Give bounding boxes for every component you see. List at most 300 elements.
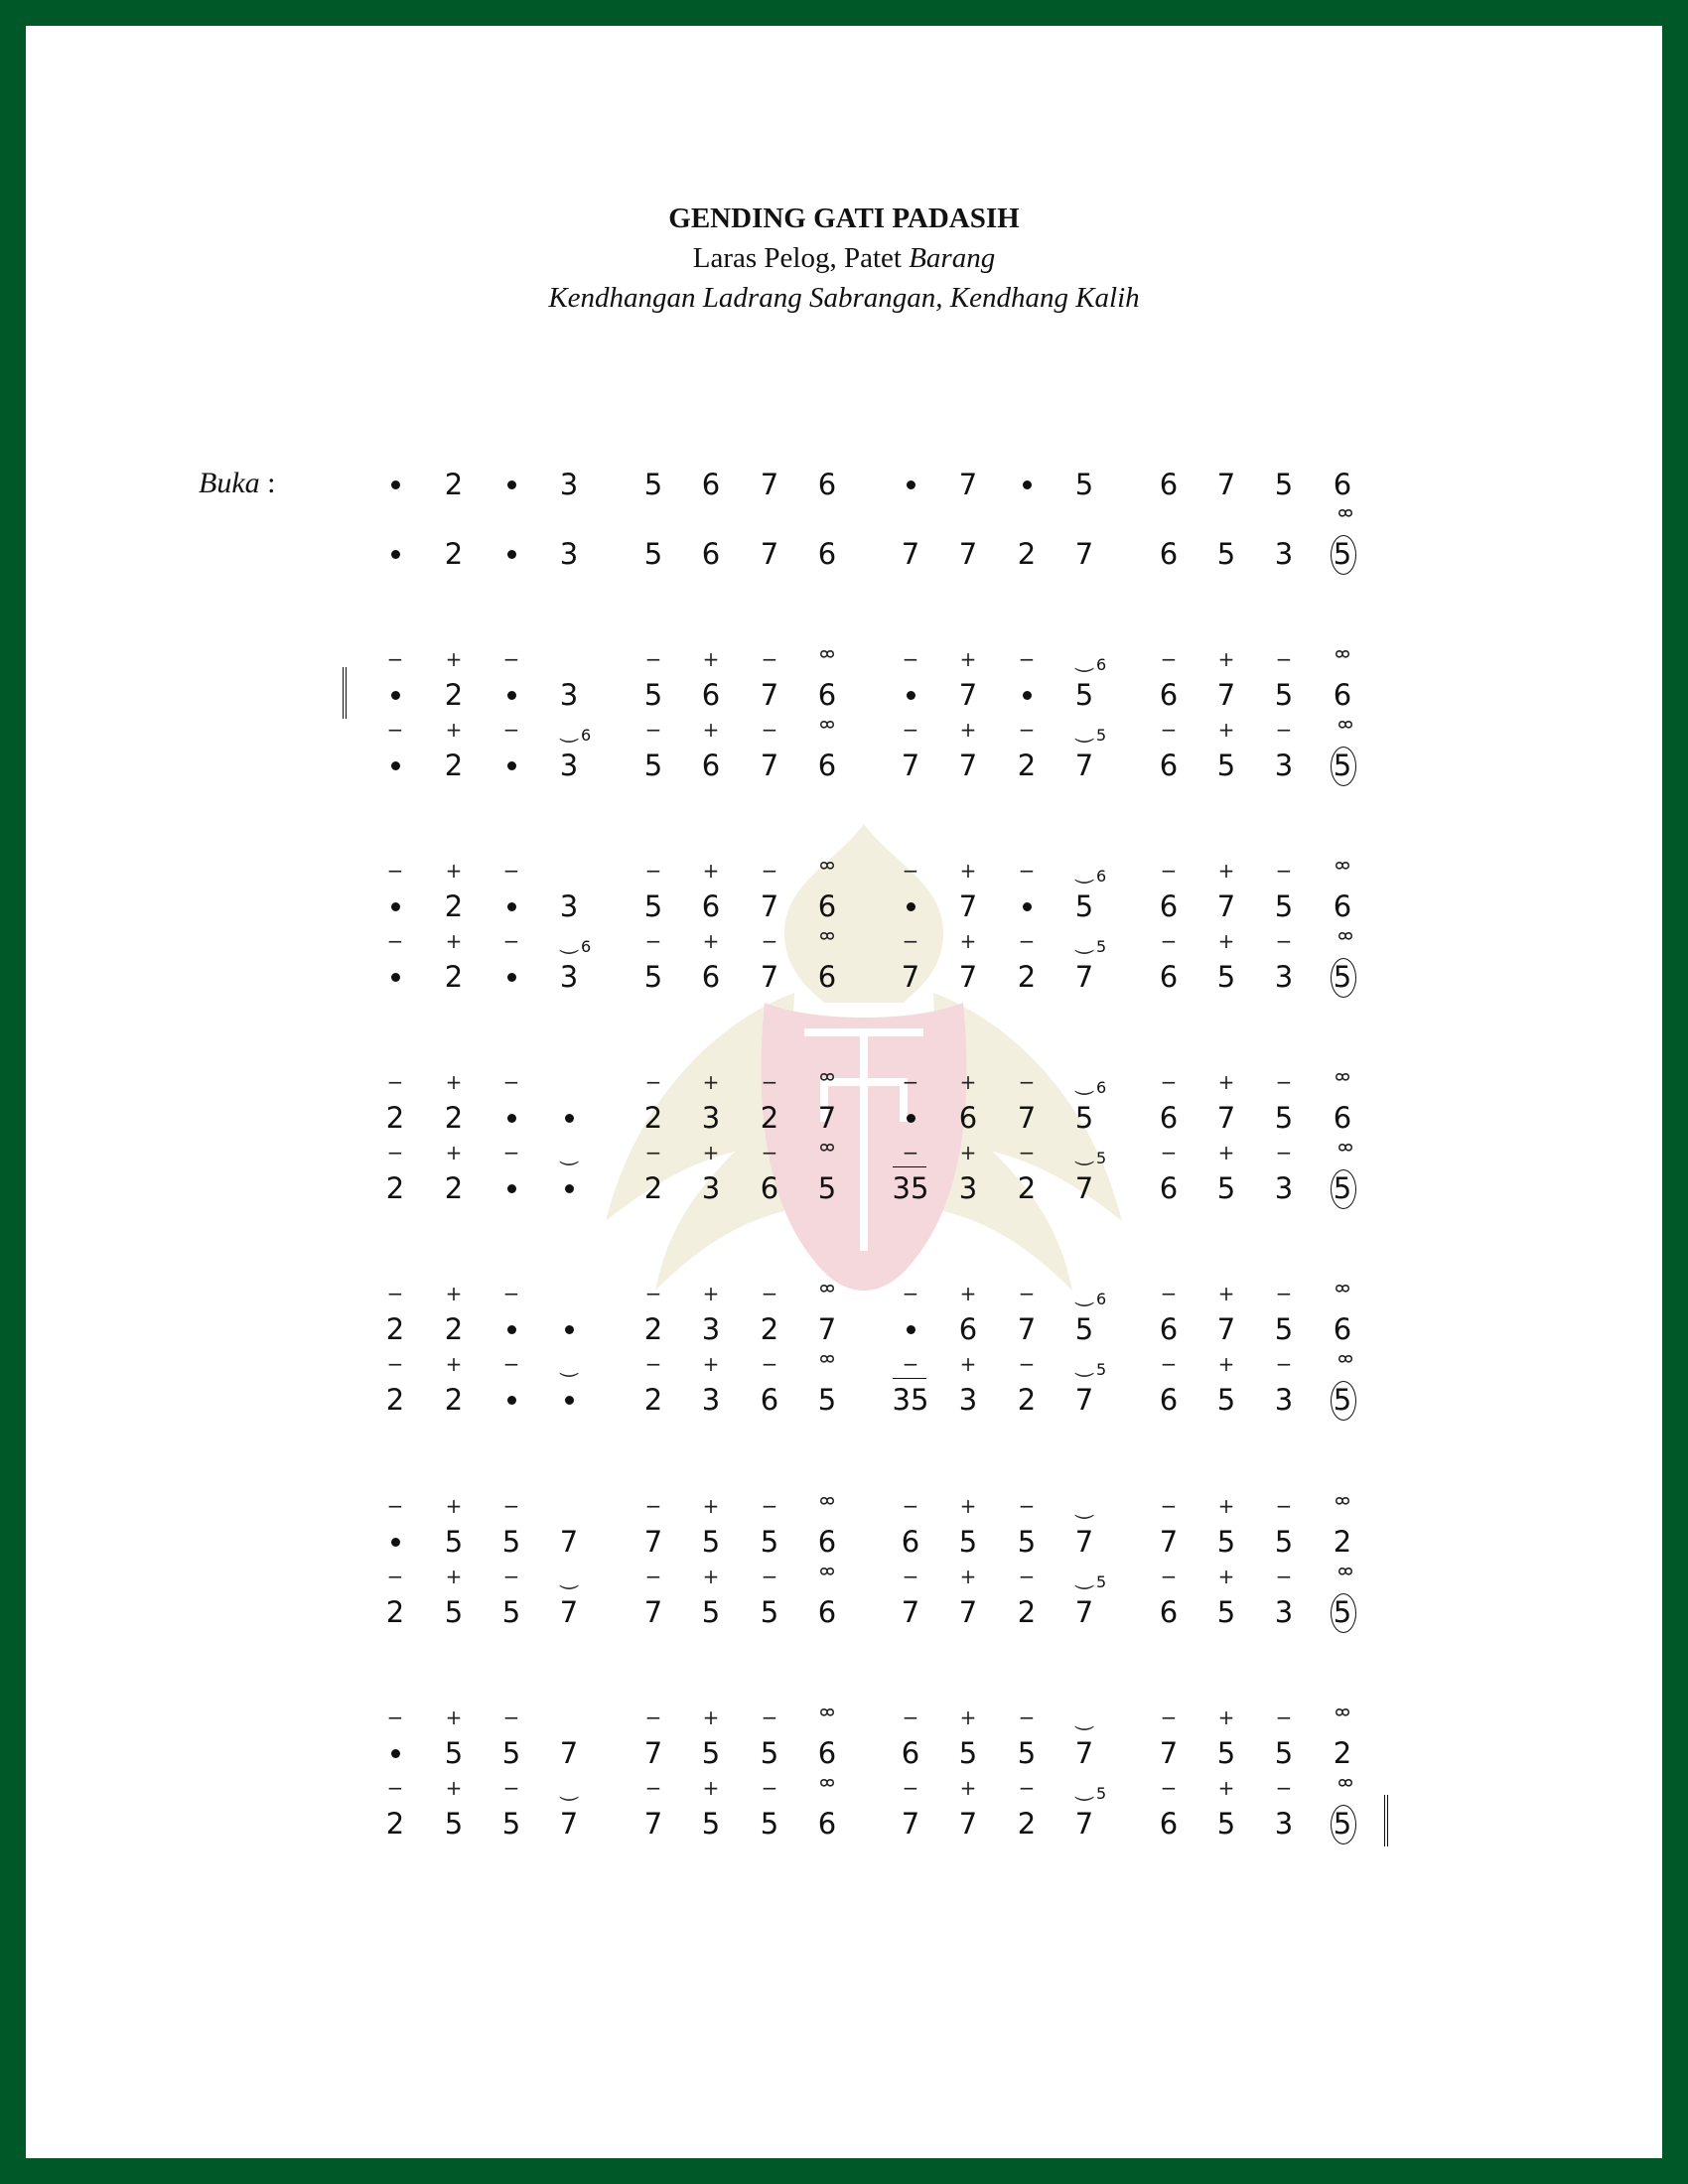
note-digit: 6	[1159, 1595, 1179, 1629]
note-digit: 2	[444, 1171, 464, 1205]
kethuk-mark: +	[1217, 718, 1235, 742]
kempyang-mark: −	[1160, 1565, 1178, 1588]
rest-dot	[391, 761, 400, 770]
note-digit: 2	[1017, 537, 1037, 571]
kethuk-mark: +	[959, 1776, 977, 1800]
note-digit: 3	[559, 749, 579, 782]
note-digit: 7	[958, 960, 978, 994]
note-digit: 2	[444, 537, 464, 571]
rest-dot	[565, 1325, 574, 1334]
kethuk-mark: +	[959, 1352, 977, 1376]
note-digit: 7	[901, 537, 920, 571]
kempyang-mark: −	[1160, 1282, 1178, 1305]
gong-mark: ᢁ	[819, 1137, 835, 1160]
kempyang-mark: −	[386, 1141, 404, 1164]
kenong-sub: 6	[1096, 1078, 1107, 1097]
gong-mark: ᢁ	[1337, 925, 1353, 949]
kempyang-mark: −	[1160, 647, 1178, 671]
note-digit: 3	[1274, 749, 1294, 782]
kempyang-mark: −	[1160, 929, 1178, 953]
note-digit: 5	[1074, 1312, 1094, 1346]
kempyang-mark: −	[1160, 859, 1178, 883]
piece-title: GENDING GATI PADASIH	[668, 203, 1020, 234]
kempyang-mark: −	[1160, 1776, 1178, 1800]
note-digit: 6	[817, 1807, 837, 1841]
gong-mark: ᢁ	[819, 643, 835, 667]
note-digit: 5	[444, 1525, 464, 1559]
gong-mark: ᢁ	[819, 1348, 835, 1372]
note-digit: 7	[958, 678, 978, 712]
note-digit: 6	[701, 537, 721, 571]
note-digit: 2	[385, 1101, 405, 1135]
note-digit: 7	[958, 468, 978, 501]
note-digit: 7	[958, 1807, 978, 1841]
rest-dot	[907, 1114, 915, 1123]
note-digit: 5	[643, 468, 663, 501]
note-digit: 3	[958, 1171, 978, 1205]
note-digit: 2	[385, 1383, 405, 1417]
kempyang-mark: −	[761, 859, 778, 883]
note-digit: 5	[1333, 749, 1352, 782]
note-digit: 2	[444, 1312, 464, 1346]
kempyang-mark: −	[502, 1141, 520, 1164]
note-digit: 5	[958, 1525, 978, 1559]
kempyang-mark: −	[902, 1070, 919, 1094]
note-digit: 5	[1216, 1525, 1236, 1559]
note-digit: 5	[1333, 1383, 1352, 1417]
kempyang-mark: −	[386, 1565, 404, 1588]
note-digit: 3	[1274, 537, 1294, 571]
note-digit: 5	[643, 678, 663, 712]
gong-circle	[1331, 958, 1356, 998]
note-digit: 5	[1216, 960, 1236, 994]
kempyang-mark: −	[1275, 1070, 1293, 1094]
kethuk-mark: +	[445, 1494, 463, 1518]
note-digit: 7	[643, 1595, 663, 1629]
gong-mark: ᢁ	[819, 1561, 835, 1584]
kempyang-mark: −	[644, 1494, 662, 1518]
kempyang-mark: −	[761, 1776, 778, 1800]
kempyang-mark: −	[1275, 647, 1293, 671]
note-digit: 5	[1333, 1171, 1352, 1205]
kempyang-mark: −	[1275, 1494, 1293, 1518]
kempyang-mark: −	[502, 1494, 520, 1518]
note-digit: 5	[817, 1171, 837, 1205]
kempyang-mark: −	[386, 1494, 404, 1518]
gong-mark: ᢁ	[819, 1066, 835, 1090]
note-digit: 5	[1017, 1736, 1037, 1770]
note-digit: 2	[444, 889, 464, 923]
kempyang-mark: −	[502, 929, 520, 953]
kempyang-mark: −	[1018, 1070, 1036, 1094]
note-digit: 2	[1333, 1736, 1352, 1770]
note-digit: 2	[643, 1101, 663, 1135]
note-digit: 5	[1274, 1736, 1294, 1770]
kempyang-mark: −	[1160, 718, 1178, 742]
kempyang-mark: −	[1275, 1565, 1293, 1588]
kethuk-mark: +	[702, 1494, 720, 1518]
kenong-sub: 5	[1096, 1360, 1107, 1379]
kenong-mark: ⏝	[1074, 718, 1094, 742]
note-digit: 2	[444, 1101, 464, 1135]
kethuk-mark: +	[702, 859, 720, 883]
kethuk-mark: +	[959, 1141, 977, 1164]
note-digit: 6	[958, 1101, 978, 1135]
note-digit: 7	[559, 1595, 579, 1629]
note-digit: 5	[701, 1736, 721, 1770]
kempyang-mark: −	[386, 1706, 404, 1729]
kethuk-mark: +	[702, 1776, 720, 1800]
note-digit: 6	[817, 749, 837, 782]
note-digit: 5	[958, 1736, 978, 1770]
kenong-sub: 6	[1096, 655, 1107, 674]
gong-mark: ᢁ	[1337, 714, 1353, 738]
rest-dot	[391, 1749, 400, 1758]
note-digit: 7	[901, 749, 920, 782]
note-digit: 5	[1274, 468, 1294, 501]
note-digit: 7	[559, 1736, 579, 1770]
kenong-mark: ⏝	[1074, 647, 1094, 671]
kethuk-mark: +	[445, 718, 463, 742]
kempyang-mark: −	[902, 1352, 919, 1376]
kethuk-mark: +	[959, 1565, 977, 1588]
kempyang-mark: −	[1018, 1776, 1036, 1800]
kethuk-mark: +	[1217, 1776, 1235, 1800]
note-digit: 7	[1216, 889, 1236, 923]
kenong-mark: ⏝	[1074, 1565, 1094, 1588]
kempyang-mark: −	[502, 1776, 520, 1800]
note-digit: 5	[1216, 537, 1236, 571]
note-digit: 5	[501, 1807, 521, 1841]
note-digit: 7	[760, 960, 779, 994]
kempyang-mark: −	[386, 1070, 404, 1094]
note-digit: 5	[501, 1736, 521, 1770]
note-digit: 3	[1274, 1383, 1294, 1417]
kempyang-mark: −	[902, 718, 919, 742]
note-digit: 7	[1216, 678, 1236, 712]
patet-name: Barang	[909, 242, 996, 274]
rest-dot	[507, 902, 516, 911]
kempyang-mark: −	[1275, 1352, 1293, 1376]
kethuk-mark: +	[959, 718, 977, 742]
kenong-mark: ⏝	[1074, 929, 1094, 953]
rest-dot	[1023, 691, 1032, 700]
note-digit: 6	[1159, 537, 1179, 571]
kethuk-mark: +	[445, 1776, 463, 1800]
kempyang-mark: −	[502, 718, 520, 742]
kethuk-mark: +	[959, 1494, 977, 1518]
gong-mark: ᢁ	[1335, 1066, 1350, 1090]
kempyang-mark: −	[1275, 1776, 1293, 1800]
note-digit: 2	[1333, 1525, 1352, 1559]
note-digit: 6	[958, 1312, 978, 1346]
kethuk-mark: +	[1217, 1706, 1235, 1729]
note-digit: 5	[1074, 678, 1094, 712]
kenong-mark: ⏝	[1074, 859, 1094, 883]
note-digit: 3	[958, 1383, 978, 1417]
gong-mark: ᢁ	[1335, 643, 1350, 667]
note-digit: 6	[901, 1525, 920, 1559]
note-digit: 7	[643, 1525, 663, 1559]
note-digit: 6	[1159, 468, 1179, 501]
kempyang-mark: −	[644, 718, 662, 742]
note-digit: 5	[1333, 537, 1352, 571]
note-digit: 6	[1159, 1101, 1179, 1135]
note-digit: 6	[1333, 1101, 1352, 1135]
note-digit: 5	[760, 1736, 779, 1770]
note-digit: 3	[559, 889, 579, 923]
kempyang-mark: −	[761, 1352, 778, 1376]
kethuk-mark: +	[959, 859, 977, 883]
note-digit: 3	[559, 678, 579, 712]
kempyang-mark: −	[644, 1070, 662, 1094]
repeat-close	[1378, 1795, 1388, 1846]
kethuk-mark: +	[702, 1141, 720, 1164]
kempyang-mark: −	[1018, 1282, 1036, 1305]
note-digit: 2	[1017, 1383, 1037, 1417]
rest-dot	[391, 480, 400, 489]
note-digit: 2	[1017, 1171, 1037, 1205]
note-digit: 6	[1159, 960, 1179, 994]
note-digit: 5	[1333, 960, 1352, 994]
note-digit: 5	[1074, 889, 1094, 923]
gong-mark: ᢁ	[1337, 1348, 1353, 1372]
kempyang-mark: −	[502, 1070, 520, 1094]
kempyang-mark: −	[761, 1141, 778, 1164]
note-digit: 2	[444, 749, 464, 782]
kempyang-mark: −	[1160, 1494, 1178, 1518]
kempyang-mark: −	[902, 1706, 919, 1729]
gong-mark: ᢁ	[1337, 502, 1353, 526]
rest-dot	[507, 973, 516, 982]
note-digit: 5	[643, 537, 663, 571]
kenong-sub: 6	[581, 937, 592, 956]
note-digit: 7	[1074, 1736, 1094, 1770]
note-digit: 6	[817, 537, 837, 571]
note-digit: 2	[444, 1383, 464, 1417]
note-digit: 7	[1216, 1312, 1236, 1346]
note-digit: 6	[1159, 1807, 1179, 1841]
note-digit: 6	[1159, 678, 1179, 712]
kempyang-mark: −	[761, 1565, 778, 1588]
kempyang-mark: −	[386, 718, 404, 742]
gong-mark: ᢁ	[1335, 855, 1350, 879]
rest-dot	[1023, 902, 1032, 911]
note-digit: 7	[901, 960, 920, 994]
gong-circle	[1331, 747, 1356, 786]
note-digit: 5	[643, 960, 663, 994]
rest-dot	[507, 761, 516, 770]
note-digit: 6	[1333, 468, 1352, 501]
kethuk-mark: +	[702, 1565, 720, 1588]
kempyang-mark: −	[386, 647, 404, 671]
kethuk-mark: +	[445, 647, 463, 671]
rest-dot	[507, 480, 516, 489]
note-digit: 7	[1159, 1525, 1179, 1559]
rest-dot	[907, 480, 915, 489]
kethuk-mark: +	[702, 718, 720, 742]
note-digit: 7	[817, 1101, 837, 1135]
kempyang-mark: −	[502, 1282, 520, 1305]
note-digit: 7	[958, 1595, 978, 1629]
note-digit: 3	[701, 1171, 721, 1205]
note-digit: 7	[1074, 960, 1094, 994]
note-digit: 7	[1074, 1383, 1094, 1417]
kethuk-mark: +	[1217, 859, 1235, 883]
note-digit: 7	[958, 889, 978, 923]
kempyang-mark: −	[386, 1776, 404, 1800]
note-digit: 3	[701, 1101, 721, 1135]
note-digit: 5	[1274, 1312, 1294, 1346]
kenong-mark: ⏝	[559, 929, 579, 953]
note-digit: 7	[1074, 1807, 1094, 1841]
note-digit: 7	[1074, 1525, 1094, 1559]
kempyang-mark: −	[386, 1352, 404, 1376]
kethuk-mark: +	[445, 859, 463, 883]
note-digit: 7	[760, 468, 779, 501]
note-digit: 3	[1274, 960, 1294, 994]
note-digit: 2	[1017, 749, 1037, 782]
note-digit: 2	[1017, 1807, 1037, 1841]
kempyang-mark: −	[1275, 1141, 1293, 1164]
kempyang-mark: −	[1018, 1494, 1036, 1518]
note-digit: 5	[760, 1807, 779, 1841]
kempyang-mark: −	[902, 929, 919, 953]
gong-mark: ᢁ	[819, 855, 835, 879]
kempyang-mark: −	[502, 1565, 520, 1588]
gong-mark: ᢁ	[1337, 1772, 1353, 1796]
rest-dot	[565, 1184, 574, 1193]
rest-dot	[507, 1396, 516, 1405]
rest-dot	[907, 691, 915, 700]
kempyang-mark: −	[902, 859, 919, 883]
note-digit: 5	[444, 1595, 464, 1629]
note-digit: 3	[559, 960, 579, 994]
note-digit: 7	[559, 1807, 579, 1841]
note-digit: 5	[701, 1595, 721, 1629]
note-digit: 6	[701, 960, 721, 994]
note-digit: 2	[643, 1171, 663, 1205]
note-digit: 6	[1159, 749, 1179, 782]
note-digit: 3	[701, 1383, 721, 1417]
note-digit: 6	[1333, 1312, 1352, 1346]
note-digit: 5	[1333, 1807, 1352, 1841]
rest-dot	[507, 550, 516, 559]
gong-mark: ᢁ	[1335, 1490, 1350, 1514]
kempyang-mark: −	[386, 929, 404, 953]
note-digit: 6	[901, 1736, 920, 1770]
kethuk-mark: +	[1217, 1070, 1235, 1094]
note-digit: 6	[760, 1383, 779, 1417]
gong-circle	[1331, 1381, 1356, 1421]
gong-mark: ᢁ	[1335, 1702, 1350, 1725]
kempyang-mark: −	[902, 1565, 919, 1588]
rest-dot	[391, 691, 400, 700]
note-digit: 2	[643, 1312, 663, 1346]
gong-mark: ᢁ	[819, 1490, 835, 1514]
note-digit: 7	[760, 749, 779, 782]
note-digit: 5	[1216, 1595, 1236, 1629]
note-digit: 6	[1333, 889, 1352, 923]
note-digit: 7	[1074, 537, 1094, 571]
kempyang-mark: −	[1275, 718, 1293, 742]
kempyang-mark: −	[761, 1706, 778, 1729]
kethuk-mark: +	[445, 1565, 463, 1588]
kempyang-mark: −	[1275, 859, 1293, 883]
note-digit: 6	[817, 678, 837, 712]
note-digit: 7	[559, 1525, 579, 1559]
kempyang-mark: −	[502, 647, 520, 671]
note-digit: 2	[444, 468, 464, 501]
gong-circle	[1331, 1593, 1356, 1633]
kethuk-mark: +	[445, 1352, 463, 1376]
kenong-sub: 5	[1096, 1572, 1107, 1591]
note-digit: 5	[1017, 1525, 1037, 1559]
kempyang-mark: −	[1018, 1141, 1036, 1164]
kempyang-mark: −	[761, 1070, 778, 1094]
note-digit: 2	[385, 1595, 405, 1629]
note-digit: 6	[760, 1171, 779, 1205]
rest-dot	[1023, 480, 1032, 489]
note-digit: 7	[1074, 1595, 1094, 1629]
rest-dot	[391, 550, 400, 559]
kethuk-mark: +	[445, 1282, 463, 1305]
note-digit: 5	[643, 749, 663, 782]
kethuk-mark: +	[1217, 1352, 1235, 1376]
rest-dot	[907, 902, 915, 911]
note-digit: 6	[817, 468, 837, 501]
note-digit: 6	[1159, 889, 1179, 923]
rest-dot	[391, 1538, 400, 1547]
note-digit: 3	[701, 1312, 721, 1346]
kempyang-mark: −	[1018, 1565, 1036, 1588]
beat-line	[893, 1166, 926, 1167]
note-digit: 5	[1074, 1101, 1094, 1135]
gong-mark: ᢁ	[819, 1772, 835, 1796]
note-digit: 6	[817, 960, 837, 994]
kempyang-mark: −	[1160, 1706, 1178, 1729]
kempyang-mark: −	[644, 1141, 662, 1164]
note-digit: 6	[701, 678, 721, 712]
note-digit: 2	[1017, 960, 1037, 994]
note-digit: 6	[701, 749, 721, 782]
kethuk-mark: +	[445, 1070, 463, 1094]
kempyang-mark: −	[386, 1282, 404, 1305]
note-digit: 6	[1159, 1312, 1179, 1346]
gong-mark: ᢁ	[1337, 1561, 1353, 1584]
kethuk-mark: +	[702, 647, 720, 671]
note-digit: 7	[760, 889, 779, 923]
kempyang-mark: −	[902, 1494, 919, 1518]
note-digit: 3	[1274, 1807, 1294, 1841]
note-digit: 5	[1216, 749, 1236, 782]
kempyang-mark: −	[1018, 859, 1036, 883]
gong-mark: ᢁ	[819, 1702, 835, 1725]
kethuk-mark: +	[1217, 929, 1235, 953]
note-digit: 5	[1274, 1101, 1294, 1135]
note-digit: 7	[643, 1736, 663, 1770]
note-digit: 2	[444, 678, 464, 712]
beat-line	[893, 1378, 926, 1379]
gong-mark: ᢁ	[819, 1278, 835, 1301]
kempyang-mark: −	[386, 859, 404, 883]
kendhangan-line: Kendhangan Ladrang Sabrangan, Kendhang Kalih	[548, 282, 1140, 314]
kenong-sub: 5	[1096, 1784, 1107, 1803]
kenong-sub: 5	[1096, 937, 1107, 956]
note-digit: 5	[501, 1525, 521, 1559]
kethuk-mark: +	[445, 1141, 463, 1164]
kethuk-mark: +	[959, 1282, 977, 1305]
